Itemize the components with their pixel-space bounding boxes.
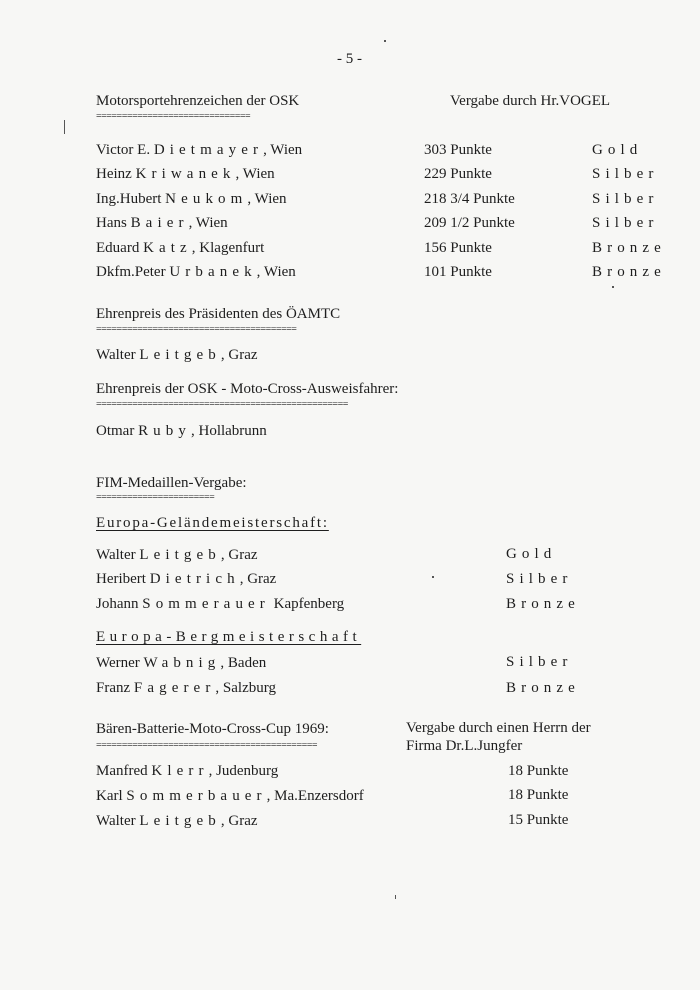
scan-speck bbox=[64, 120, 65, 134]
cup-heading-rule: =========================================== bbox=[96, 741, 318, 751]
person-name: Otmar Ruby, Hollabrunn bbox=[96, 423, 267, 439]
osk-heading: Motorsportehrenzeichen der OSK bbox=[96, 93, 300, 109]
points-value: 18 Punkte bbox=[508, 787, 569, 803]
medal-value: Silber bbox=[592, 166, 659, 182]
points-value: 18 Punkte bbox=[508, 763, 569, 779]
person-name: Walter Leitgeb, Graz bbox=[96, 813, 258, 829]
motocross-license-heading-rule: ================================================= bbox=[96, 400, 348, 410]
person-name: Victor E. Dietmayer, Wien bbox=[96, 142, 303, 158]
points-value: 229 Punkte bbox=[424, 166, 492, 182]
fim-heading-rule: ======================= bbox=[96, 493, 215, 503]
person-name: Heribert Dietrich, Graz bbox=[96, 571, 277, 587]
points-value: 303 Punkte bbox=[424, 142, 492, 158]
oeamtc-heading: Ehrenpreis des Präsidenten des ÖAMTC bbox=[96, 306, 341, 322]
points-value: 209 1/2 Punkte bbox=[424, 215, 515, 231]
page-number: - 5 - bbox=[337, 51, 362, 67]
person-name: Hans Baier, Wien bbox=[96, 215, 228, 231]
oeamtc-heading-rule: ======================================= bbox=[96, 325, 297, 335]
enduro-championship-heading: Europa-Geländemeisterschaft: bbox=[96, 515, 329, 531]
person-name: Eduard Katz, Klagenfurt bbox=[96, 240, 265, 256]
medal-value: Bronze bbox=[506, 596, 580, 612]
person-name: Werner Wabnig, Baden bbox=[96, 655, 267, 671]
medal-value: Silber bbox=[506, 571, 573, 587]
medal-value: Bronze bbox=[506, 680, 580, 696]
points-value: 15 Punkte bbox=[508, 812, 569, 828]
medal-value: Silber bbox=[506, 654, 573, 670]
person-name: Karl Sommerbauer, Ma.Enzersdorf bbox=[96, 788, 364, 804]
scan-speck bbox=[432, 576, 434, 578]
person-name: Walter Leitgeb, Graz bbox=[96, 547, 258, 563]
person-name: Ing.Hubert Neukom, Wien bbox=[96, 191, 287, 207]
motocross-license-heading: Ehrenpreis der OSK - Moto-Cross-Ausweisfahrer: bbox=[96, 381, 399, 397]
cup-awarded-by-line-1: Vergabe durch einen Herrn der bbox=[406, 720, 591, 736]
hillclimb-championship-heading: Europa-Bergmeisterschaft bbox=[96, 629, 362, 645]
person-name: Heinz Kriwanek, Wien bbox=[96, 166, 275, 182]
person-name: Manfred Klerr, Judenburg bbox=[96, 763, 279, 779]
points-value: 218 3/4 Punkte bbox=[424, 191, 515, 207]
scan-speck bbox=[612, 286, 614, 288]
cup-heading: Bären-Batterie-Moto-Cross-Cup 1969: bbox=[96, 721, 329, 737]
person-name: Walter Leitgeb, Graz bbox=[96, 347, 258, 363]
medal-value: Gold bbox=[506, 546, 557, 562]
person-name: Franz Fagerer, Salzburg bbox=[96, 680, 276, 696]
points-value: 156 Punkte bbox=[424, 240, 492, 256]
person-name: Dkfm.Peter Urbanek, Wien bbox=[96, 264, 296, 280]
fim-heading: FIM-Medaillen-Vergabe: bbox=[96, 475, 247, 491]
medal-value: Bronze bbox=[592, 240, 666, 256]
person-name: Johann Sommerauer Kapfenberg bbox=[96, 596, 345, 612]
scan-speck bbox=[395, 895, 396, 899]
cup-awarded-by-line-2: Firma Dr.L.Jungfer bbox=[406, 738, 523, 754]
medal-value: Bronze bbox=[592, 264, 666, 280]
medal-value: Silber bbox=[592, 215, 659, 231]
scan-speck bbox=[384, 40, 386, 42]
osk-heading-rule: ============================== bbox=[96, 112, 251, 122]
osk-awarded-by: Vergabe durch Hr.VOGEL bbox=[450, 93, 611, 109]
medal-value: Gold bbox=[592, 142, 643, 158]
medal-value: Silber bbox=[592, 191, 659, 207]
points-value: 101 Punkte bbox=[424, 264, 492, 280]
